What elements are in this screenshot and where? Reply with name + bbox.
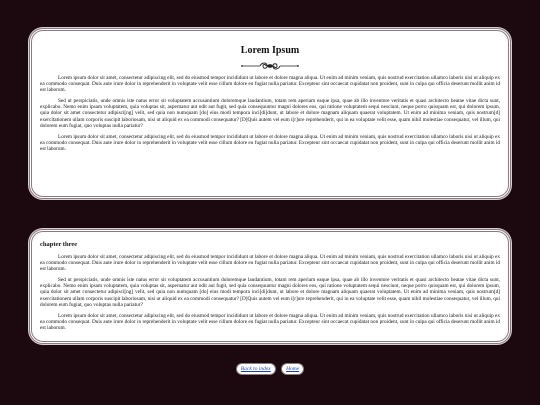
paragraph: Lorem ipsum dolor sit amet, consectetur adipiscing elit, sed do eiusmod tempor incididunt ut labore et dolore magna aliqua. Ut enim ad minim veniam, quis nostrud exercitation ullamco laboris nisi ut aliquip ex ea commodo consequat. Duis aute irure dolor in reprehenderit in voluptate velit esse cillum dolore eu fugiat nulla pariatur. Excepteur sint occaecat cupidatat non proident, sunt in culpa qui officia deserunt mollit anim id est laborum. xyxy=(40,75,500,94)
chapter-heading: chapter three xyxy=(40,241,78,248)
paragraph: Lorem ipsum dolor sit amet, consectetur adipiscing elit, sed do eiusmod tempor incididunt ut labore et dolore magna aliqua. Ut enim ad minim veniam, quis nostrud exercitation ullamco laboris nisi ut aliquip ex ea commodo consequat. Duis aute irure dolor in reprehenderit in voluptate velit esse cillum dolore eu fugiat nulla pariatur. Excepteur sint occaecat cupidatat non proident, sunt in culpa qui officia deserunt mollit anim id est laborum. xyxy=(40,312,500,331)
paragraph: Sed ut perspiciatis, unde omnis iste natus error sit voluptatem accusantium doloremque laudantium, totam rem aperiam eaque ipsa, quae ab illo inventore veritatis et quasi architecto beatae vitae dicta sunt, explicabo. Nemo enim ipsam voluptatem, quia voluptas sit, aspernatur aut odit aut fugit, sed quia consequuntur magni dolores eos, qui ratione voluptatem sequi nesciunt, neque porro quisquam est, qui dolorem ipsum, quia dolor sit amet consectetur adipisci[ng] velit, sed quia non numquam [do] eius modi tempora inci[di]dunt, ut labore et dolore magnam aliquam quaerat voluptatem. Ut enim ad minima veniam, quis nostrum[d] exercitationem ullam corporis suscipit laboriosam, nisi ut aliquid ex ea commodi consequatur? [D]Quis autem vel eum i[r]ure reprehenderit, qui in ea voluptate velit esse, quam nihil molestiae consequatur, vel illum, qui dolorem eum fugiat, quo voluptas nulla pariatur? xyxy=(40,277,500,308)
paragraph: Sed ut perspiciatis, unde omnis iste natus error sit voluptatem accusantium doloremque laudantium, totam rem aperiam eaque ipsa, quae ab illo inventore veritatis et quasi architecto beatae vitae dicta sunt, explicabo. Nemo enim ipsam voluptatem, quia voluptas sit, aspernatur aut odit aut fugit, sed quia consequuntur magni dolores eos, qui ratione voluptatem sequi nesciunt, neque porro quisquam est, qui dolorem ipsum, quia dolor sit amet consectetur adipisci[ng] velit, sed quia non numquam [do] eius modi tempora inci[di]dunt, ut labore et dolore magnam aliquam quaerat voluptatem. Ut enim ad minima veniam, quis nostrum[d] exercitationem ullam corporis suscipit laboriosam, nisi ut aliquid ex ea commodi consequatur? [D]Quis autem vel eum i[r]ure reprehenderit, qui in ea voluptate velit esse, quam nihil molestiae consequatur, vel illum, qui dolorem eum fugiat, quo voluptas nulla pariatur? xyxy=(40,98,500,129)
content-card-intro xyxy=(29,28,511,199)
page-title: Lorem Ipsum xyxy=(240,45,300,56)
paragraph: Lorem ipsum dolor sit amet, consectetur adipiscing elit, sed do eiusmod tempor incididunt ut labore et dolore magna aliqua. Ut enim ad minim veniam, quis nostrud exercitation ullamco laboris nisi ut aliquip ex ea commodo consequat. Duis aute irure dolor in reprehenderit in voluptate velit esse cillum dolore eu fugiat nulla pariatur. Excepteur sint occaecat cupidatat non proident, sunt in culpa qui officia deserunt mollit anim id est laborum. xyxy=(40,133,500,152)
content-card-chapter xyxy=(29,229,511,344)
ornamental-divider-icon xyxy=(240,60,300,72)
back-to-index-link[interactable]: Back to index xyxy=(236,363,276,375)
home-link[interactable]: Home xyxy=(281,363,304,375)
footer-nav xyxy=(0,363,540,375)
paragraph: Lorem ipsum dolor sit amet, consectetur adipiscing elit, sed do eiusmod tempor incididunt ut labore et dolore magna aliqua. Ut enim ad minim veniam, quis nostrud exercitation ullamco laboris nisi ut aliquip ex ea commodo consequat. Duis aute irure dolor in reprehenderit in voluptate velit esse cillum dolore eu fugiat nulla pariatur. Excepteur sint occaecat cupidatat non proident, sunt in culpa qui officia deserunt mollit anim id est laborum. xyxy=(40,254,500,273)
